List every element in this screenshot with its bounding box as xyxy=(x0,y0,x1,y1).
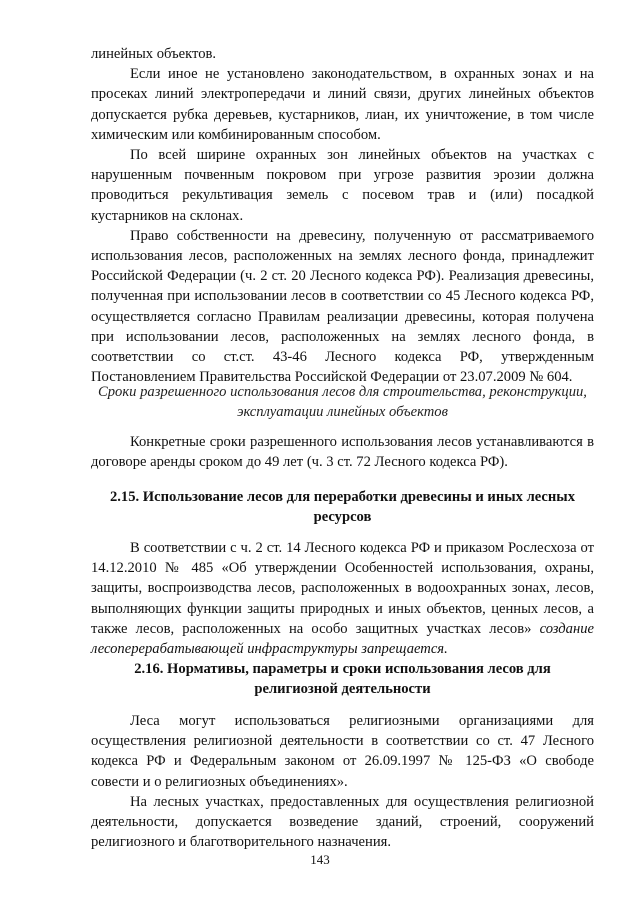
page-number: 143 xyxy=(310,852,330,867)
paragraph: линейных объектов. xyxy=(91,46,217,62)
text-block-1 xyxy=(91,44,594,387)
section-heading-2-15: 2.15. Использование лесов для переработки древесины и иных лесных ресурсов xyxy=(109,489,576,526)
paragraph: Леса могут использоваться религиозными организациями для осуществления религиозной деятельности в соответствии со ст. 47 Лесного кодекса РФ и Федеральным законом от 26.09.1997 № 125-ФЗ «О свободе совести и о религиозных объединениях». xyxy=(91,713,594,790)
text-block-3 xyxy=(91,538,594,659)
paragraph: На лесных участках, предоставленных для осуществления религиозной деятельности, допускается возведение зданий, строений, сооружений религиозного и благотворительного назначения. xyxy=(91,793,594,851)
text-block-4 xyxy=(91,711,594,852)
paragraph: По всей ширине охранных зон линейных объектов на участках с нарушенным почвенным покровом при угрозе развития эрозии должна проводиться рекультивация земель с посевом трав и (или) посадкой кустарников на склонах. xyxy=(91,147,594,224)
section-heading-2-16: 2.16. Нормативы, параметры и сроки использования лесов для религиозной деятельности xyxy=(134,661,551,698)
paragraph-text: В соответствии с ч. 2 ст. 14 Лесного кодекса РФ и приказом Рослесхоза от 14.12.2010 № 485 «Об утверждении Особенностей использования, охраны, защиты, воспроизводства лесов, расположенных в водоохранных зонах, лесов, выполняющих функции защиты природных и иных объектов, ценных лесов, а также лесов, расположенных на особо защитных участках лесов» xyxy=(91,540,594,637)
paragraph: Право собственности на древесину, полученную от рассматриваемого использования лесов, расположенных на землях лесного фонда, принадлежит Российской Федерации (ч. 2 ст. 20 Лесного кодекса РФ). Реализация древесины, полученная при использовании лесов в соответствии со 45 Лесного кодекса РФ, осуществляется согласно Правилам реализации древесины, которая получена при использовании лесов, расположенных на землях лесного фонда, в соответствии со ст.ст. 43-46 Лесного кодекса РФ, утвержденным Постановлением Правительства Российской Федерации от 23.07.2009 № 604. xyxy=(91,227,594,386)
paragraph: Если иное не установлено законодательством, в охранных зонах и на просеках линий электропередачи и линий связи, других линейных объектов допускается рубка деревьев, кустарников, лиан, их уничтожение, в том числе химическим или комбинированным способом. xyxy=(91,66,594,143)
italic-subheading: Сроки разрешенного использования лесов для строительства, реконструкции, эксплуатации линейных объектов xyxy=(98,384,587,421)
paragraph-italic-text: создание лесоперерабатывающей инфраструктуры запрещается. xyxy=(91,620,594,658)
paragraph xyxy=(91,538,594,659)
text-block-2 xyxy=(91,432,594,472)
paragraph: Конкретные сроки разрешенного использования лесов устанавливаются в договоре аренды сроком до 49 лет (ч. 3 ст. 72 Лесного кодекса РФ). xyxy=(91,434,594,471)
